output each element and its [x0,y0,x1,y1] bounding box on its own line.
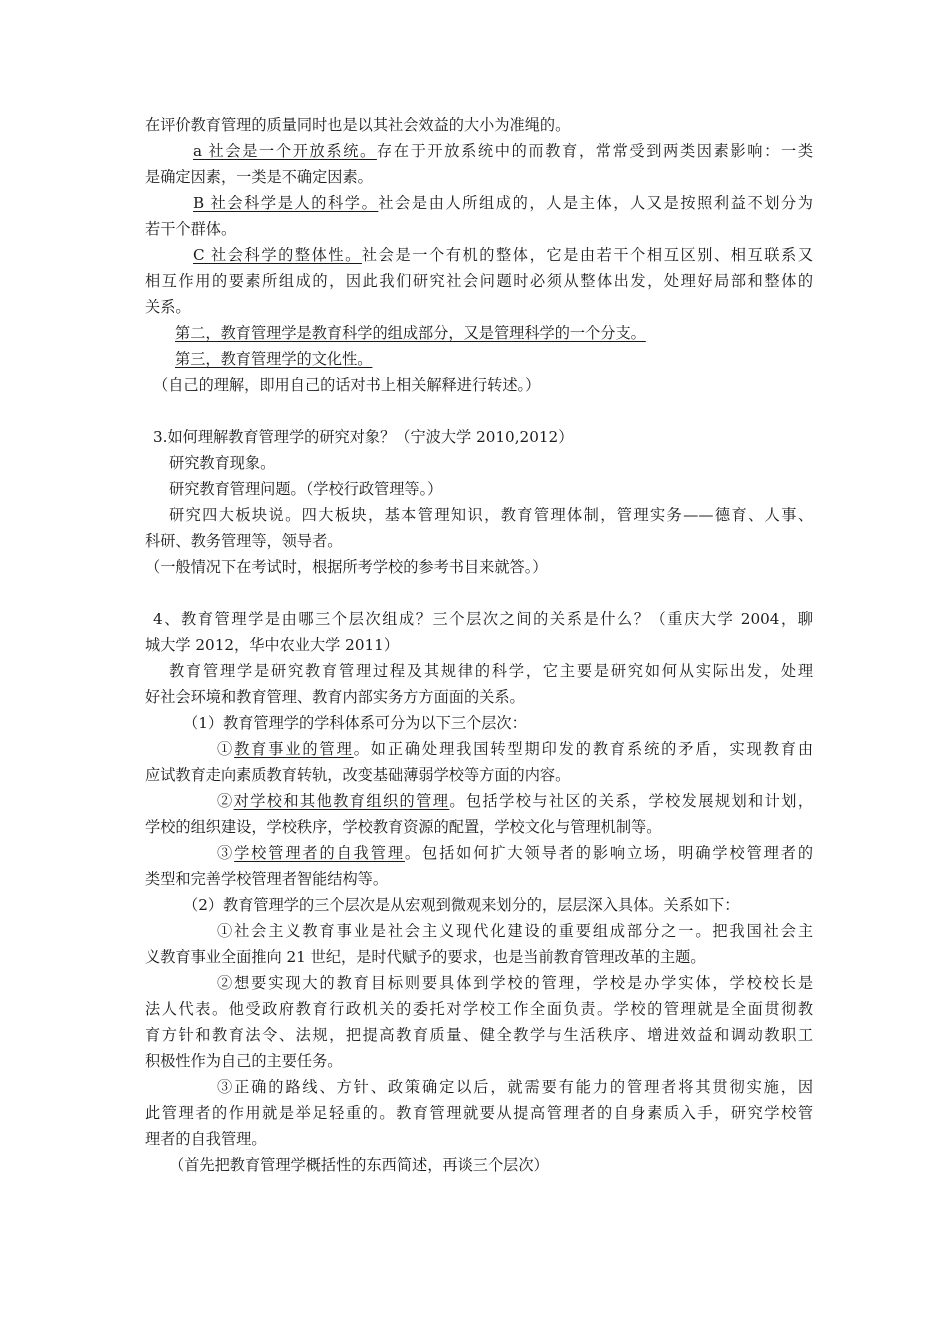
point-a-line-1: a 社会是一个开放系统。存在于开放系统中的而教育，常常受到两类因素影响：一类 [193,142,814,160]
point-c-line-1: C 社会科学的整体性。社会是一个有机的整体，它是由若干个相互区别、相互联系又 [193,246,814,264]
level-2-title: 对学校和其他教育组织的管理 [233,792,450,810]
q3-answer-3-line-1: 研究四大板块说。四大板块，基本管理知识，教育管理体制，管理实务——德育、人事、 [169,506,813,524]
point-a-line-2: 是确定因素，一类是不确定因素。 [145,168,373,186]
point-c-line-3: 关系。 [145,298,191,316]
relation-3-line-3: 理者的自我管理。 [145,1130,267,1148]
point-a-heading: a 社会是一个开放系统。 [193,142,377,160]
level-1-title: 教育事业的管理 [234,740,354,758]
point-b-line-2: 若干个群体。 [145,220,237,238]
document-page [145,112,813,1178]
q4-title-line-1: 4、教育管理学是由哪三个层次组成？三个层次之间的关系是什么？（重庆大学 2004，聊 [153,610,813,628]
relation-2-line-2: 法人代表。他受政府教育行政机关的委托对学校工作全面负责。学校的管理就是全面贯彻教 [145,1000,813,1018]
q3-answer-1: 研究教育现象。 [169,454,276,472]
point-c-line-2: 相互作用的要素所组成的，因此我们研究社会问题时必须从整体出发，处理好局部和整体的 [145,272,813,290]
level-3-line-2: 类型和完善学校管理者智能结构等。 [145,870,388,888]
intro-line: 在评价教育管理的质量同时也是以其社会效益的大小为准绳的。 [145,116,571,134]
q4-intro-line-1: 教育管理学是研究教育管理过程及其规律的科学，它主要是研究如何从实际出发，处理 [169,662,813,680]
point-b-heading: B 社会科学是人的科学。 [193,194,379,212]
relation-2-line-4: 积极性作为自己的主要任务。 [145,1052,343,1070]
relation-1-line-2: 义教育事业全面推向 21 世纪，是时代赋予的要求，也是当前教育管理改革的主题。 [145,948,706,966]
relation-3-line-2: 此管理者的作用就是举足轻重的。教育管理就要从提高管理者的自身素质入手，研究学校管 [145,1104,813,1122]
q3-answer-3-line-2: 科研、教务管理等，领导者。 [145,532,343,550]
relation-2-line-1: ②想要实现大的教育目标则要具体到学校的管理，学校是办学实体，学校校长是 [217,974,813,992]
q3-title: 3.如何理解教育管理学的研究对象？（宁波大学 2010,2012） [153,428,574,446]
q4-part1-heading: （1）教育管理学的学科体系可分为以下三个层次： [183,714,527,732]
q4-intro-line-2: 好社会环境和教育管理、教育内部实务方方面面的关系。 [145,688,525,706]
q4-part2-heading: （2）教育管理学的三个层次是从宏观到微观来划分的，层层深入具体。关系如下： [183,896,740,914]
level-2-line-2: 学校的组织建设，学校秩序，学校教育资源的配置，学校文化与管理机制等。 [145,818,662,836]
level-3-line-1: ③学校管理者的自我管理。包括如何扩大领导者的影响立场，明确学校管理者的 [217,844,814,862]
level-1-line-1: ①教育事业的管理。如正确处理我国转型期印发的教育系统的矛盾，实现教育由 [217,740,814,758]
relation-2-line-3: 育方针和教育法令、法规，把提高教育质量、健全教学与生活秩序、增进效益和调动教职工 [145,1026,813,1044]
relation-3-line-1: ③正确的路线、方针、政策确定以后，就需要有能力的管理者将其贯彻实施，因 [217,1078,813,1096]
q3-answer-2: 研究教育管理问题。（学校行政管理等。） [169,480,443,498]
point-b-line-1: B 社会科学是人的科学。社会是由人所组成的，人是主体，人又是按照利益不划分为 [193,194,813,212]
q4-note: （首先把教育管理学概括性的东西简述，再谈三个层次） [169,1156,549,1174]
second-point: 第二，教育管理学是教育科学的组成部分，又是管理科学的一个分支。 [175,324,646,342]
point-c-heading: C 社会科学的整体性。 [193,246,362,264]
note-understanding: （自己的理解，即用自己的话对书上相关解释进行转述。） [153,376,541,394]
relation-1-line-1: ①社会主义教育事业是社会主义现代化建设的重要组成部分之一。把我国社会主 [217,922,813,940]
q4-title-line-2: 城大学 2012，华中农业大学 2011） [145,636,400,654]
level-2-line-1: ②对学校和其他教育组织的管理。包括学校与社区的关系，学校发展规划和计划， [217,792,814,810]
third-point: 第三，教育管理学的文化性。 [175,350,373,368]
level-1-line-2: 应试教育走向素质教育转轨，改变基础薄弱学校等方面的内容。 [145,766,571,784]
q3-note: （一般情况下在考试时，根据所考学校的参考书目来就答。） [145,558,548,576]
level-3-title: 学校管理者的自我管理 [234,844,405,862]
